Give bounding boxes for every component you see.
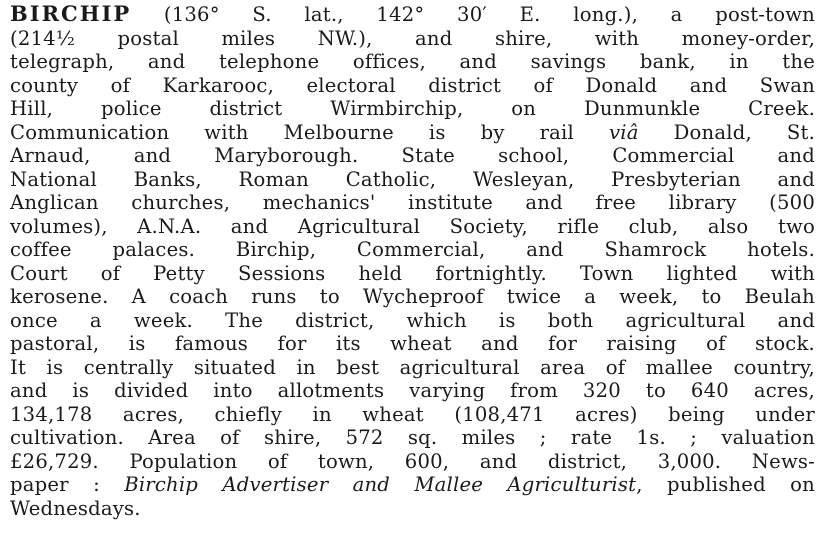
entry-line-1 <box>10 2 815 27</box>
entry-line-5: Hill, police district Wirmbirchip, on Dunmunkle Creek. <box>10 97 815 120</box>
entry-line-6-end: Donald, St. <box>638 120 815 144</box>
entry-line-14: once a week. The district, which is both agricultural and <box>10 308 815 332</box>
entry-line-16: It is centrally situated in best agricultural area of mallee country, <box>10 355 815 379</box>
entry-line-9: Anglican churches, mechanics' institute and free library (500 <box>10 191 815 214</box>
headword: BIRCHIP <box>10 1 132 26</box>
entry-line-13: kerosene. A coach runs to Wycheproof twice a week, to Beulah <box>10 285 815 308</box>
via-word: viâ <box>609 120 639 144</box>
entry-line-17: and is divided into allotments varying from 320 to 640 acres, <box>10 379 815 402</box>
entry-line-11: coffee palaces. Birchip, Commercial, and Shamrock hotels. <box>10 238 815 261</box>
entry-line-6 <box>10 121 815 145</box>
entry-line-21-start: paper : <box>10 473 125 496</box>
entry-line-21 <box>10 473 815 497</box>
entry-line-15: pastoral, is famous for its wheat and for raising of stock. <box>10 332 815 355</box>
entry-line-18: 134,178 acres, chiefly in wheat (108,471 acres) being under <box>10 402 815 426</box>
entry-line-10: volumes), A.N.A. and Agricultural Society, rifle club, also two <box>10 214 815 238</box>
entry-line-1-text: (136° S. lat., 142° 30′ E. long.), a post-town <box>163 3 815 26</box>
entry-line-12: Court of Petty Sessions held fortnightly. Town lighted with <box>10 261 815 285</box>
gazetteer-entry <box>10 2 815 520</box>
entry-line-7: Arnaud, and Maryborough. State school, Commercial and <box>10 144 815 167</box>
newspaper-title: Birchip Advertiser and Mallee Agriculturist <box>124 473 637 496</box>
entry-line-8: National Banks, Roman Catholic, Wesleyan, Presbyterian and <box>10 167 815 191</box>
entry-line-4: county of Karkarooc, electoral district of Donald and Swan <box>10 73 815 97</box>
entry-line-6-start: Communication with Melbourne is by rail <box>10 120 609 144</box>
entry-line-21-end: , published on <box>636 473 816 496</box>
entry-line-2: (214½ postal miles NW.), and shire, with money-order, <box>10 26 815 50</box>
entry-line-3: telegraph, and telephone offices, and savings bank, in the <box>10 50 815 73</box>
entry-line-22: Wednesdays. <box>10 496 141 520</box>
entry-line-19: cultivation. Area of shire, 572 sq. miles ; rate 1s. ; valuation <box>10 426 815 449</box>
entry-line-20: £26,729. Population of town, 600, and district, 3,000. News- <box>10 449 815 473</box>
